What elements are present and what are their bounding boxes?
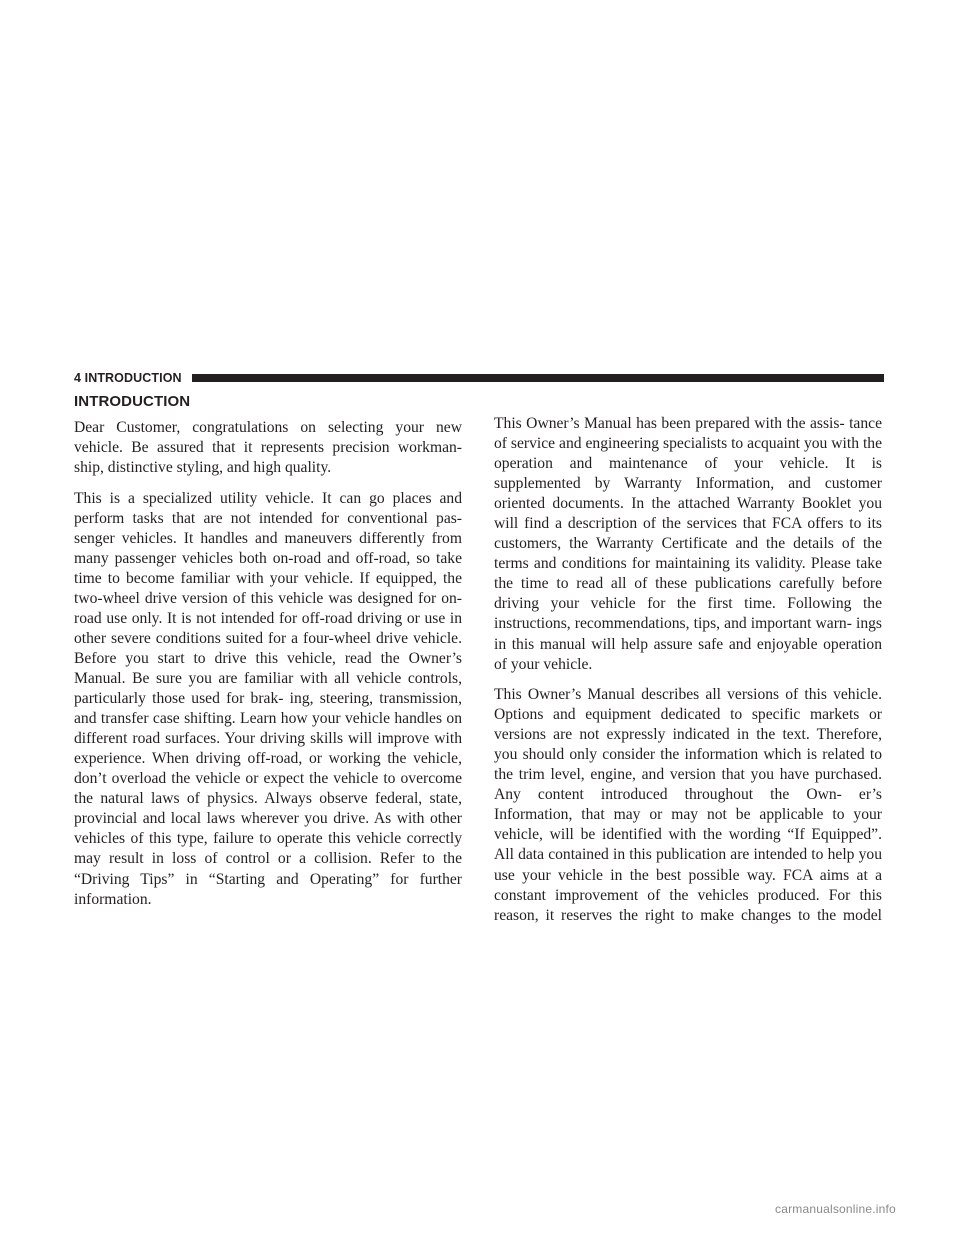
paragraph: This Owner’s Manual describes all versions of this vehicle. Options and equipment dedicated to specific markets or versions are not expressly indicated in the text. Therefore, you should only consider the information which is related to the trim level, engine, and version that you have purchased. Any content introduced throughout the Own- er’s Information, that may or may not be applicable to your vehicle, will be identified with the wording “If Equipped”. All data contained in this publication are intended to help you use your vehicle in the best possible way. FCA aims at a constant improvement of the vehicles produced. For this reason, it reserves the right to make changes to the model bbox=[494, 686, 882, 924]
paragraph: This is a specialized utility vehicle. It can go places and perform tasks that are not intended for conventional pas- senger vehicles. It handles and maneuvers differently from many passenger vehicles both on-road and off-road, so take time to become familiar with your vehicle. If equipped, the two-wheel drive version of this vehicle was designed for on-road use only. It is not intended for off-road driving or use in other severe conditions suited for a four-wheel drive vehicle. Before you start to drive this vehicle, read the Owner’s Manual. Be sure you are familiar with all vehicle controls, particularly those used for brak- ing, steering, transmission, and transfer case shifting. Learn how your vehicle handles on different road surfaces. Your driving skills will improve with experience. When driving off-road, or working the vehicle, don’t overload the vehicle or expect the vehicle to overcome the natural laws of physics. Always observe federal, state, provincial and local laws wherever you drive. As with other vehicles of this type, failure to operate this vehicle correctly may result in loss of control or a collision. Refer to the “Driving Tips” in “Starting and Operating” for further information. bbox=[74, 489, 462, 908]
header-rule bbox=[192, 374, 884, 382]
right-column bbox=[494, 414, 882, 926]
left-column bbox=[74, 392, 462, 910]
watermark-logo: carmanualsonline.info bbox=[775, 1202, 896, 1216]
paragraph: Dear Customer, congratulations on selecting your new vehicle. Be assured that it represents precision workman- ship, distinctive styling, and high quality. bbox=[74, 419, 462, 477]
page-number-section-label: 4 INTRODUCTION bbox=[74, 371, 182, 385]
running-header bbox=[74, 371, 884, 385]
section-title: INTRODUCTION bbox=[74, 393, 191, 410]
paragraph: This Owner’s Manual has been prepared with the assis- tance of service and engineering specialists to acquaint you with the operation and maintenance of your vehicle. It is supplemented by Warranty Information, and customer oriented documents. In the attached Warranty Booklet you will find a description of the services that FCA offers to its customers, the Warranty Certificate and the details of the terms and conditions for maintaining its validity. Please take the time to read all of these publications carefully before driving your vehicle for the first time. Following the instructions, recommendations, tips, and important warn- ings in this manual will help assure safe and enjoyable operation of your vehicle. bbox=[494, 415, 882, 673]
